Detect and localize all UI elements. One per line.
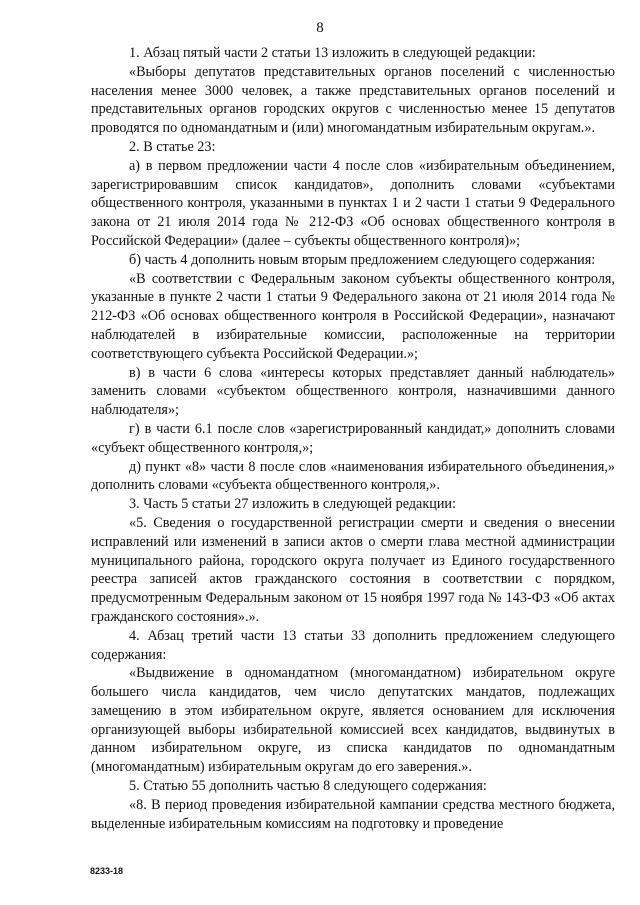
paragraph-13: «Выдвижение в одномандатном (многомандатном) избирательном округе большего числа кандидатов, чем число депутатских мандатов, подлежащих замещению в этом избирательном округе, является основанием для исключения организующей выборы избирательной комиссией всех кандидатов, выдвинутых в данном избирательном округе, из списка кандидатов по одномандатным (многомандатным) избирательным округам до его заверения.».: [91, 665, 615, 776]
paragraph-5: б) часть 4 дополнить новым вторым предложением следующего содержания:: [129, 251, 596, 268]
page-number: 8: [316, 20, 324, 36]
paragraph-4: а) в первом предложении части 4 после слов «избирательным объединением, зарегистрировавшим список кандидатов», дополнить словами «субъектами общественного контроля, указанными в пунктах 1 и 2 части 1 статьи 9 Федерального закона от 21 июля 2014 года № 212-ФЗ «Об основах общественного контроля в Российской Федерации» (далее – субъекты общественного контроля)»;: [91, 157, 615, 249]
document-code: 8233-18: [90, 866, 124, 876]
paragraph-15: «8. В период проведения избирательной кампании средства местного бюджета, выделенные избирательным комиссиям на подготовку и проведение: [91, 796, 615, 832]
paragraph-6: «В соответствии с Федеральным законом субъекты общественного контроля, указанные в пункте 2 части 1 статьи 9 Федерального закона от 21 июля 2014 года № 212-ФЗ «Об основах общественного контроля в Российской Федерации», назначают наблюдателей в избирательные комиссии, расположенные на территории соответствующего субъекта Российской Федерации.»;: [91, 270, 615, 362]
paragraph-9: д) пункт «8» части 8 после слов «наименования избирательного объединения,» дополнить словами «субъекта общественного контроля,».: [91, 458, 615, 494]
paragraph-14: 5. Статью 55 дополнить частью 8 следующего содержания:: [129, 778, 487, 795]
paragraph-2: «Выборы депутатов представительных органов поселений с численностью населения менее 3000 человек, а также представительных органов поселений и представительных органов городских округов с численностью менее 15 депутатов проводятся по одномандатным и (или) многомандатным избирательным округам.».: [91, 63, 615, 137]
paragraph-12: 4. Абзац третий части 13 статьи 33 дополнить предложением следующего содержания:: [91, 627, 615, 663]
paragraph-7: в) в части 6 слова «интересы которых представляет данный наблюдатель» заменить словами «субъектом общественного контроля, назначившими данного наблюдателя»;: [91, 364, 615, 419]
paragraph-10: 3. Часть 5 статьи 27 изложить в следующей редакции:: [129, 496, 456, 513]
paragraph-1: 1. Абзац пятый части 2 статьи 13 изложить в следующей редакции:: [129, 45, 536, 61]
paragraph-11: «5. Сведения о государственной регистрации смерти и сведения о внесении исправлений или изменений в записи актов о смерти глава местной администрации муниципального района, городского округа получает из Единого государственного реестра записей актов гражданского состояния в соответствии с порядком, предусмотренным Федеральным законом от 15 ноября 1997 года № 143-ФЗ «Об актах гражданского состояния».».: [91, 514, 615, 625]
document-body: [91, 44, 615, 833]
paragraph-3: 2. В статье 23:: [129, 138, 216, 155]
paragraph-8: г) в части 6.1 после слов «зарегистрированный кандидат,» дополнить словами «субъект общественного контроля,»;: [91, 420, 615, 456]
